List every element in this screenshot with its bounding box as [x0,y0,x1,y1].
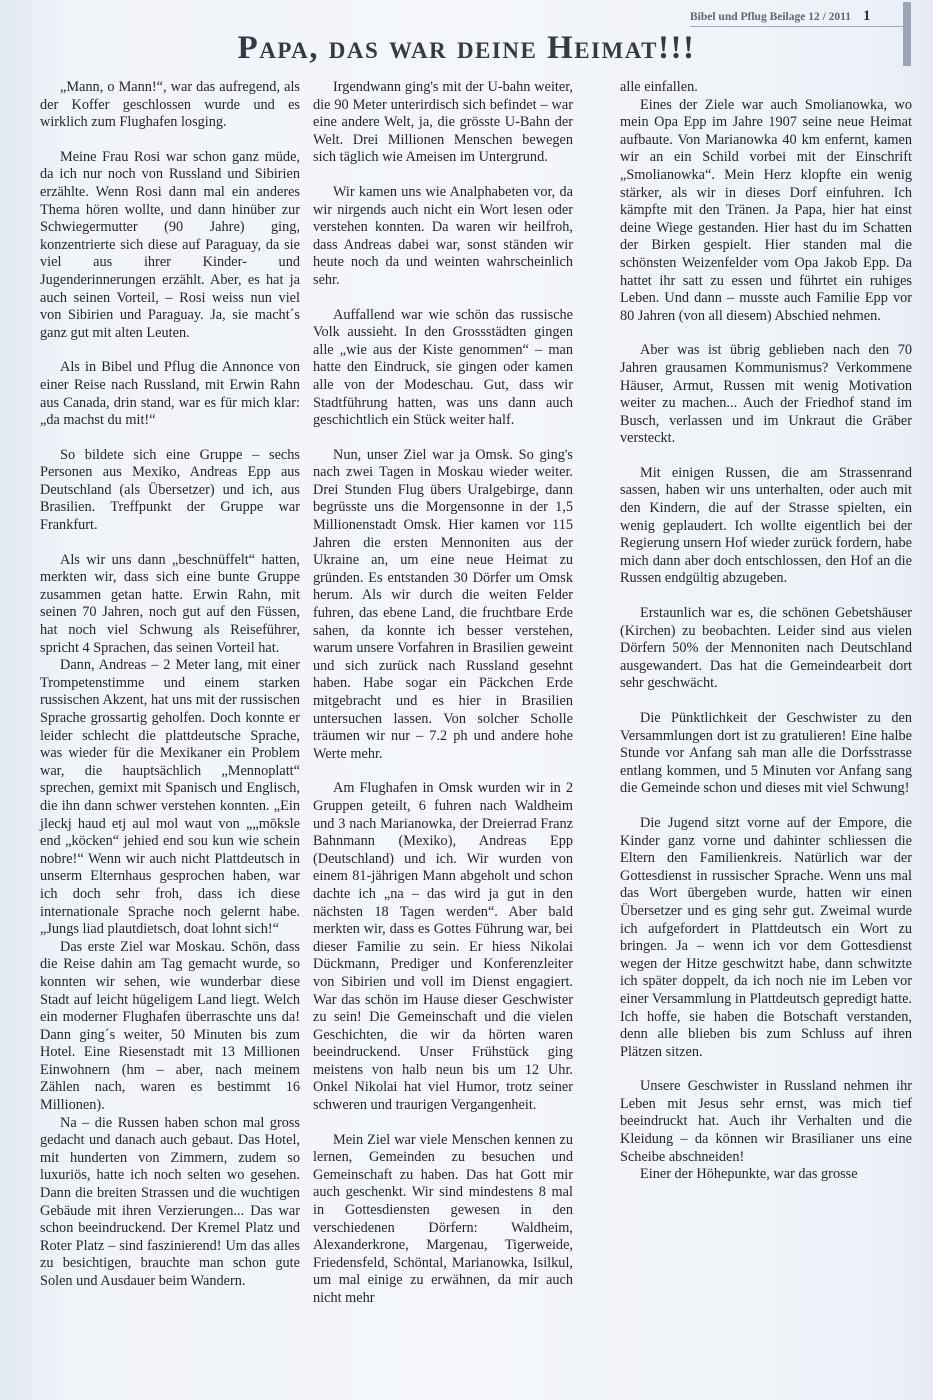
paragraph: Nun, unser Ziel war ja Omsk. So ging's nach zwei Tagen in Moskau wieder weiter. Drei Stunden Flug übers Uralgebirge, dann begrüsste uns die Morgensonne in der 1,5 Millionenstadt Omsk. Hier kamen vor 115 Jahren die ersten Mennoniten aus der Ukraine an, um eine neue Heimat zu gründen. Es entstanden 30 Dörfer um Omsk herum. Als wir durch die weiten Felder fuhren, das ebene Land, die fruchtbare Erde sahen, da konnte ich besser verstehen, warum unsere Vorfahren in Brasilien geweint und sich zurück nach Russland gesehnt haben. Habe sogar ein Päckchen Erde mitgebracht und es hier in Brasilien untersuchen lassen. Von solcher Scholle träumen wir nur – 7.2 ph und andere hohe Werte mehr. [313,446,573,762]
paragraph: alle einfallen. [620,79,698,95]
paragraph: Unsere Geschwister in Russland nehmen ihr Leben mit Jesus sehr ernst, was mich tief beeindruckt hat. Auch ihr Verhalten und die Kleidung – da können wir Brasilianer uns eine Scheibe abschneiden! [620,1078,912,1165]
publication-name: Bibel und Pflug Beilage 12 / 2011 [690,10,852,23]
running-header [690,8,871,25]
text-column-1 [40,79,300,1291]
paragraph: Die Pünktlichkeit der Geschwister zu den Versammlungen dort ist zu gratulieren! Eine halbe Stunde vor Anfang sah man alle die Dorfsstrasse entlang kommen, und 5 Minuten vor Anfang sang die Gemeinde schon und dieses mit viel Schwung! [620,710,912,797]
paragraph: Am Flughafen in Omsk wurden wir in 2 Gruppen geteilt, 6 fuhren nach Waldheim und 3 nach Marianowka, der Dreierrad Franz Bahnmann (Mexiko), Andreas Epp (Deutschland) und ich. Wir wurden von einem 81-jährigen Mann abgeholt und schon dachte ich „na – das wird ja gut in den nächsten 18 Tagen werden“. Aber bald merkten wir, dass es Gottes Führung war, bei dieser Familie zu sein. Er hiess Nikolai Dückmann, Prediger und Konferenzleiter von Sibirien und voll im Dienst engagiert. War das schön im Hause dieser Geschwister zu sein! Die Gemeinschaft und die vielen Geschichten, die wir da hörten waren beeindruckend. Unser Frühstück ging meistens von halb neun bis um 12 Uhr. Onkel Nikolai hat viel Humor, trotz seiner schweren und traurigen Vergangenheit. [313,780,573,1114]
paragraph: Die Jugend sitzt vorne auf der Empore, die Kinder ganz vorne und dahinter schliessen die Eltern den Familienkreis. Natürlich war der Gottesdienst in russischer Sprache. Wenn uns mal das Wort übergeben wurde, hatten wir einen Übersetzer und es ging sehr gut. Zweimal wurde ich aufgefordert in Plattdeutsch ein Wort zu bringen. Ja – wenn ich vor dem Gottesdienst wegen der Hitze geschwitzt habe, dann schwitzte ich später doppelt, da ich noch nie im Leben vor einer Versammlung in Plattdeutsch gepredigt hatte. Ich hoffe, sie haben die Botschaft verstanden, denn alle blieben bis zum Schluss auf ihren Plätzen sitzen. [620,814,912,1060]
paragraph: Meine Frau Rosi war schon ganz müde, da ich nur noch von Russland und Sibirien erzählte. Wenn Rosi dann mal ein anderes Thema hören wollte, und dann hinüber zur Schwiegermutter (90 Jahre) ging, konzentrierte sich diese auf Paraguay, da sie viel aus ihrer Kinder- und Jugenderinnerungen erzählt. Aber, es hat ja auch seinen Vorteil, – Rosi weiss nun viel von Sibirien und Paraguay. Ja, sie macht´s ganz gut mit alten Leuten. [40,148,300,341]
paragraph: Auffallend war wie schön das russische Volk aussieht. In den Grossstädten gingen alle „wie aus der Kiste genommen“ – man hatte den Eindruck, sie gingen oder kamen alle von der Modeschau. Gut, dass wir Stadtführung hatten, was uns dann auch geschichtlich ein Stück weiter half. [313,306,573,429]
paragraph: Aber was ist übrig geblieben nach den 70 Jahren grausamen Kommunismus? Verkommene Häuser, Armut, Russen mit wenig Motivation weiter zu machen... Auch der Friedhof stand im Busch, verlassen und im Unkraut die Gräber versteckt. [620,342,912,447]
paragraph: Na – die Russen haben schon mal gross gedacht und danach auch gebaut. Das Hotel, mit hunderten von Zimmern, zudem so luxuriös, hatte ich noch selten wo gesehen. Dann die breiten Strassen und die wuchtigen Gebäude mit ihren Verzierungen... Das war schon beeindruckend. Der Kremel Platz und Roter Platz – sind faszinierend! Um das alles zu besichtigen, brauchte man schon gute Solen und Ausdauer beim Wandern. [40,1114,300,1289]
paragraph: Als in Bibel und Pflug die Annonce von einer Reise nach Russland, mit Erwin Rahn aus Canada, drin stand, war es für mich klar: „da machst du mit!“ [40,359,300,429]
paragraph: Eines der Ziele war auch Smolianowka, wo mein Opa Epp im Jahre 1907 seine neue Heimat aufbaute. Von Marianowka 40 km enfernt, kamen wir an ein Schild vorbei mit der Einschrift „Smolianowka“. Mein Herz klopfte ein wenig stärker, als wir in dieses Dorf einfuhren. Ich kämpfte mit den Tränen. Ja Papa, hier hat einst deine Wiege gestanden. Hier hast du im Schatten der Birken gespielt. Hier standen mal die schönsten Weizenfelder vom Opa Jakob Epp. Da hattet ihr satt zu essen und führtet ein ruhiges Leben. Und dann – musste auch Familie Epp vor 80 Jahren (von all diesem) Abschied nehmen. [620,96,912,324]
paragraph: So bildete sich eine Gruppe – sechs Personen aus Mexiko, Andreas Epp aus Deutschland (als Übersetzer) und ich, aus Brasilien. Treffpunkt der Gruppe war Frankfurt. [40,446,300,534]
paragraph: Wir kamen uns wie Analphabeten vor, da wir nirgends auch nicht ein Wort lesen oder verstehen konnten. Da waren wir heilfroh, dass Andreas dabei war, sonst ständen wir heute noch da und weinten wahrscheinlich sehr. [313,183,573,288]
paragraph: Dann, Andreas – 2 Meter lang, mit einer Trompetenstimme und einem starken russischen Akzent, hat uns mit der russischen Sprache grossartig geholfen. Doch konnte er leider schlecht die plattdeutsche Sprache, was wieder für die Mexikaner ein Problem war, die hauptsächlich „Mennoplatt“ sprechen, gemixt mit Spanisch und Englisch, die ihn dann schwer verstehen konnten. „Ein jleckj haud etj aul mol waut von „„mōksle end „köcken“ jehied end sou kun wie schein nobre!“ Wenn wir auch nicht Plattdeutsch in unserm Elternhaus gesprochen haben, war ich doch sehr froh, dass ich diese internationale Sprache noch gelernt habe. „Jungs liad plautdietsch, doat lohnt sich!“ [40,657,300,938]
paragraph: Mein Ziel war viele Menschen kennen zu lernen, Gemeinden zu besuchen und Gemeinschaft zu haben. Das hat Gott mir auch geschenkt. Wir sind mindestens 8 mal in Gottesdiensten gewesen in den verschiedenen Dörfern: Waldheim, Alexanderkrone, Margenau, Tigerweide, Friedensfeld, Schöntal, Marianowka, Isilkul, um mal einige zu erwähnen, da mir auch nicht mehr [313,1131,573,1306]
paragraph: „Mann, o Mann!“, war das aufregend, als der Koffer geschlossen wurde und es wirklich zum Flughafen losging. [40,79,300,131]
paragraph: Mit einigen Russen, die am Strassenrand sassen, haben wir uns unterhalten, oder auch mit den Kindern, die auf der Strasse spielten, ein wenig geplaudert. Ich wollte eigentlich bei der Regierung unsern Hof wieder zurück fordern, habe mich dann aber doch entschlossen, den Hof an die Russen endgültig abzugeben. [620,464,912,587]
paragraph: Einer der Höhepunkte, war das grosse [640,1166,858,1183]
paragraph: Erstaunlich war es, die schönen Gebetshäuser (Kirchen) zu beobachten. Leider sind aus vielen Dörfern 50% der Mennoniten nach Deutschland ausgewandert. Das hat die Gemeindearbeit dort sehr geschwächt. [620,605,912,692]
text-column-2 [313,79,573,1308]
header-rule [690,26,903,27]
paragraph: Das erste Ziel war Moskau. Schön, dass die Reise dahin am Tag gemacht wurde, so konnten wir sehen, wie wunderbar diese Stadt auf leicht hügeligem Land liegt. Welch ein moderner Flughafen überraschte uns da! Dann ging´s weiter, 50 Minuten bis zum Hotel. Eine Riesenstadt mit 13 Millionen Einwohnern (hm – aber, nach meinem Zählen nach, waren es bestimmt 16 Millionen). [40,938,300,1114]
text-column-3 [620,79,912,1184]
paragraph: Irgendwann ging's mit der U-bahn weiter, die 90 Meter unterirdisch sich befindet – war eine andere Welt, ja, die grösste U-Bahn der Welt. Drei Millionen Menschen bewegen sich täglich wie Ameisen im Untergrund. [313,79,573,166]
page-number: 1 [863,8,871,24]
paragraph: Als wir uns dann „beschnüffelt“ hatten, merkten wir, dass sich eine bunte Gruppe zusammen getan hatte. Erwin Rahn, mit seinen 70 Jahren, noch gut auf den Füssen, hat noch viel Schwung als Reiseführer, spricht 4 Sprachen, das seinen Vorteil hat. [40,551,300,656]
article-title: Papa, das war deine Heimat!!! [237,30,696,66]
